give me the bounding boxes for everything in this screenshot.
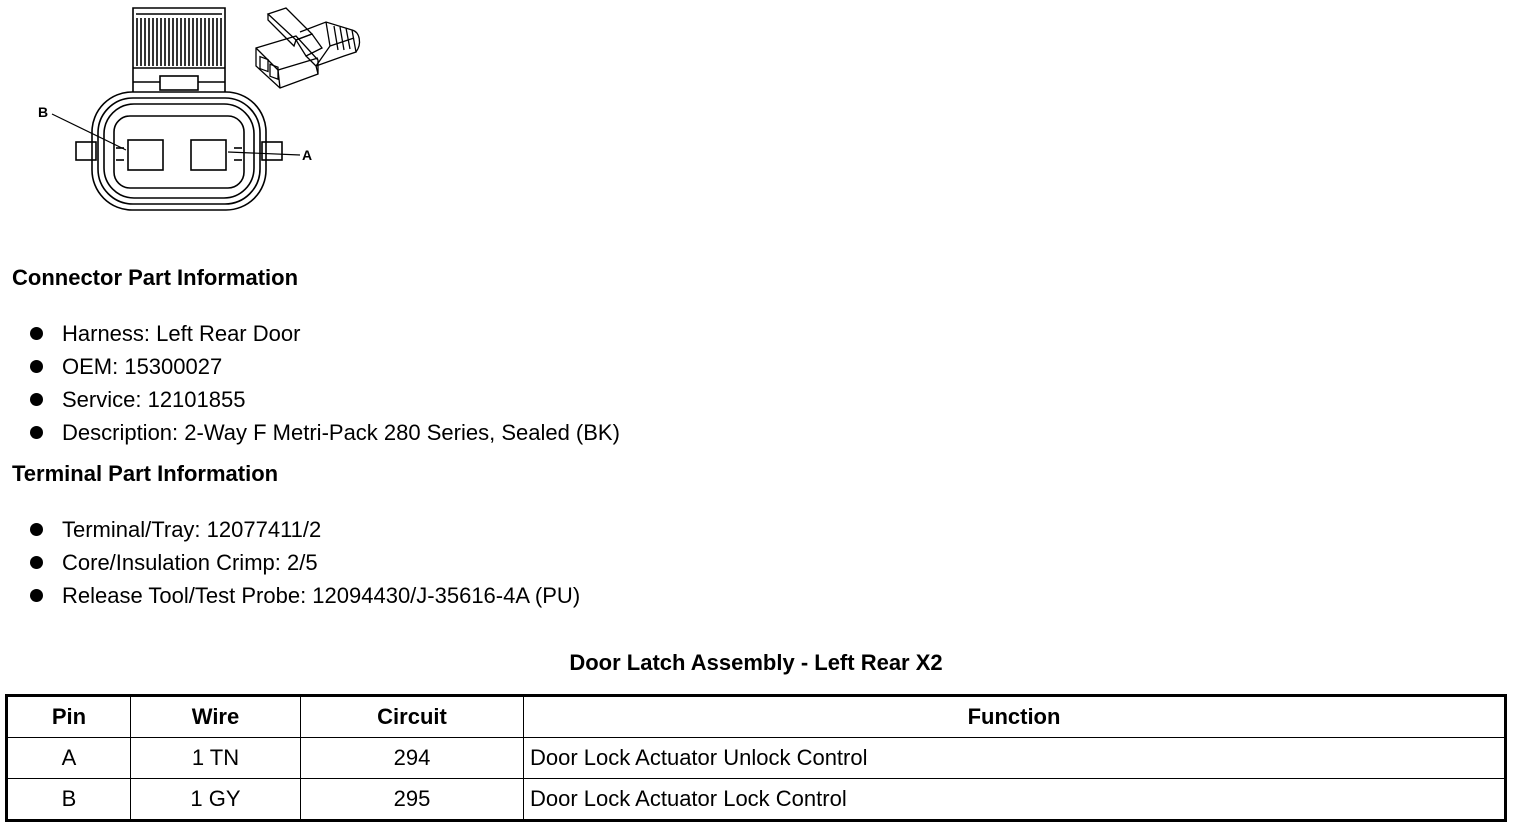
cell-circuit: 294 [301,738,524,779]
cavity-a [191,140,226,170]
list-item: Release Tool/Test Probe: 12094430/J-35616-4A (PU) [28,579,580,612]
list-item: Terminal/Tray: 12077411/2 [28,513,580,546]
header-function: Function [524,696,1506,738]
list-item: Core/Insulation Crimp: 2/5 [28,546,580,579]
connector-info-list [28,317,620,449]
pin-label-a: A [302,147,313,163]
connector-info-heading: Connector Part Information [12,265,299,290]
table-header-row [7,696,1506,738]
cell-function: Door Lock Actuator Unlock Control [524,738,1506,779]
bullet-icon [30,589,43,602]
header-wire: Wire [131,696,301,738]
list-item: Description: 2-Way F Metri-Pack 280 Series, Sealed (BK) [28,416,620,449]
bullet-icon [30,393,43,406]
terminal-info-list [28,513,580,612]
cell-pin: B [7,779,131,821]
cell-function: Door Lock Actuator Lock Control [524,779,1506,821]
connector-housing [92,92,266,210]
connector-diagram [0,0,380,225]
list-item: OEM: 15300027 [28,350,620,383]
bullet-icon [30,426,43,439]
table-row [7,779,1506,821]
bullet-icon [30,360,43,373]
cell-circuit: 295 [301,779,524,821]
header-circuit: Circuit [301,696,524,738]
bullet-icon [30,327,43,340]
header-pin: Pin [7,696,131,738]
list-item: Service: 12101855 [28,383,620,416]
terminal-info-heading: Terminal Part Information [12,461,279,486]
leader-b [52,114,126,150]
bullet-icon [30,523,43,536]
cell-pin: A [7,738,131,779]
cavity-b [128,140,163,170]
pinout-table [5,694,1507,822]
bullet-icon [30,556,43,569]
cell-wire: 1 TN [131,738,301,779]
leader-a [228,152,300,155]
latch-tower [133,8,225,92]
cell-wire: 1 GY [131,779,301,821]
connector-iso-view [256,8,359,88]
table-row [7,738,1506,779]
list-item: Harness: Left Rear Door [28,317,620,350]
pin-label-b: B [38,104,49,120]
table-title: Door Latch Assembly - Left Rear X2 [569,650,943,675]
